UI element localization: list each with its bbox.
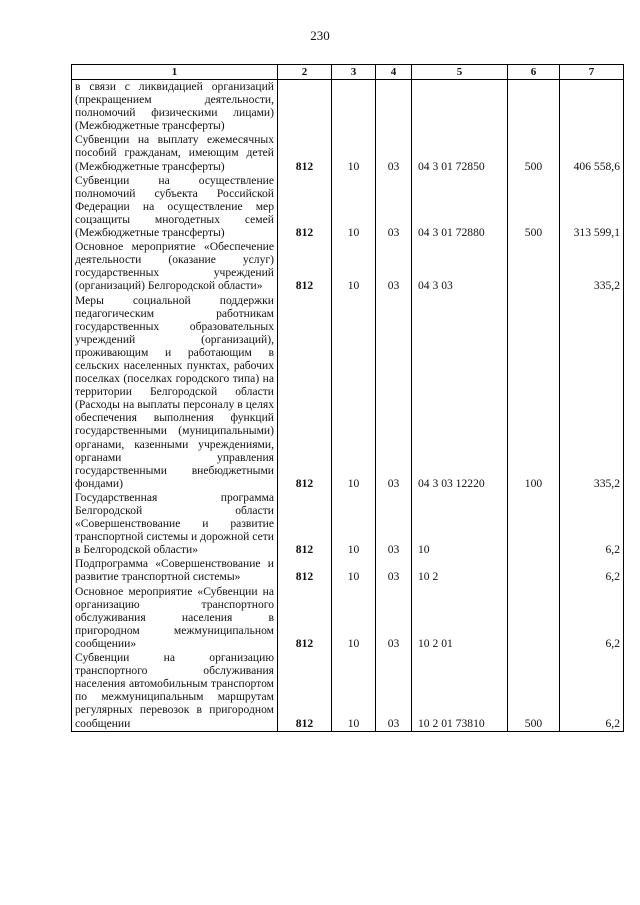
row-amount: 6,2 <box>560 651 624 731</box>
row-expense-type <box>508 80 560 134</box>
header-col-4: 4 <box>376 65 412 80</box>
table-row <box>72 491 624 557</box>
row-target-code: 04 3 01 72880 <box>412 174 508 240</box>
row-expense-type <box>508 491 560 557</box>
row-expense-type: 500 <box>508 651 560 731</box>
budget-table <box>71 64 624 732</box>
row-subsection: 03 <box>376 174 412 240</box>
header-col-6: 6 <box>508 65 560 80</box>
row-grbs <box>278 80 332 134</box>
row-grbs: 812 <box>278 651 332 731</box>
row-description: Меры социальной поддержки педагогическим работникам государственных образовательных учреждений (организаций), проживающим и работающим в сельских населенных пунктах, рабочих поселках (поселках городского типа) на территории Белгородской области (Расходы на выплаты персоналу в целях обеспечения выполнения функций государственными (муниципальными) органами, казенными учреждениями, органами управления государственными внебюджетными фондами) <box>72 294 278 491</box>
row-grbs: 812 <box>278 585 332 651</box>
row-subsection: 03 <box>376 557 412 584</box>
row-subsection: 03 <box>376 491 412 557</box>
row-amount: 335,2 <box>560 294 624 491</box>
header-col-5: 5 <box>412 65 508 80</box>
row-description: Основное мероприятие «Обеспечение деятельности (оказание услуг) государственных учреждений (организаций) Белгородской области» <box>72 240 278 293</box>
row-target-code: 04 3 01 72850 <box>412 133 508 173</box>
row-description: Субвенции на организацию транспортного обслуживания населения автомобильным транспортом по межмуниципальным маршрутам регулярных перевозок в пригородном сообщении <box>72 651 278 731</box>
row-subsection: 03 <box>376 585 412 651</box>
table-row <box>72 585 624 651</box>
header-col-7: 7 <box>560 65 624 80</box>
row-expense-type: 500 <box>508 133 560 173</box>
row-section: 10 <box>332 585 376 651</box>
row-description: Подпрограмма «Совершенствование и развитие транспортной системы» <box>72 557 278 584</box>
row-description: Основное мероприятие «Субвенции на организацию транспортного обслуживания населения в пригородном межмуниципальном сообщении» <box>72 585 278 651</box>
row-section: 10 <box>332 133 376 173</box>
row-subsection: 03 <box>376 294 412 491</box>
row-target-code: 04 3 03 <box>412 240 508 293</box>
row-target-code: 04 3 03 12220 <box>412 294 508 491</box>
row-subsection: 03 <box>376 651 412 731</box>
row-amount: 313 599,1 <box>560 174 624 240</box>
header-col-1: 1 <box>72 65 278 80</box>
row-expense-type <box>508 557 560 584</box>
table-row <box>72 651 624 731</box>
row-expense-type <box>508 240 560 293</box>
table-row <box>72 240 624 293</box>
header-col-3: 3 <box>332 65 376 80</box>
row-grbs: 812 <box>278 294 332 491</box>
row-amount: 6,2 <box>560 557 624 584</box>
row-amount: 406 558,6 <box>560 133 624 173</box>
row-target-code <box>412 80 508 134</box>
row-grbs: 812 <box>278 240 332 293</box>
row-grbs: 812 <box>278 133 332 173</box>
row-section <box>332 80 376 134</box>
row-target-code: 10 2 01 73810 <box>412 651 508 731</box>
row-target-code: 10 2 <box>412 557 508 584</box>
table-row <box>72 133 624 173</box>
row-description: в связи с ликвидацией организаций (прекращением деятельности, полномочий физическими лицами) (Межбюджетные трансферты) <box>72 80 278 134</box>
row-description: Субвенции на осуществление полномочий субъекта Российской Федерации на осуществление мер соцзащиты многодетных семей (Межбюджетные трансферты) <box>72 174 278 240</box>
row-subsection: 03 <box>376 240 412 293</box>
row-target-code: 10 2 01 <box>412 585 508 651</box>
row-section: 10 <box>332 557 376 584</box>
row-expense-type <box>508 585 560 651</box>
row-amount: 335,2 <box>560 240 624 293</box>
row-description: Государственная программа Белгородской области «Совершенствование и развитие транспортной системы и дорожной сети в Белгородской области» <box>72 491 278 557</box>
table-row <box>72 557 624 584</box>
row-section: 10 <box>332 174 376 240</box>
row-grbs: 812 <box>278 557 332 584</box>
header-row <box>72 65 624 80</box>
row-expense-type: 100 <box>508 294 560 491</box>
row-grbs: 812 <box>278 491 332 557</box>
row-subsection: 03 <box>376 133 412 173</box>
row-section: 10 <box>332 491 376 557</box>
row-section: 10 <box>332 651 376 731</box>
row-amount: 6,2 <box>560 585 624 651</box>
row-amount <box>560 80 624 134</box>
page-number: 230 <box>310 28 330 43</box>
row-target-code: 10 <box>412 491 508 557</box>
table-row <box>72 80 624 134</box>
row-subsection <box>376 80 412 134</box>
table-header <box>72 65 624 80</box>
row-amount: 6,2 <box>560 491 624 557</box>
row-section: 10 <box>332 240 376 293</box>
header-col-2: 2 <box>278 65 332 80</box>
table-row <box>72 294 624 491</box>
table-row <box>72 174 624 240</box>
row-description: Субвенции на выплату ежемесячных пособий гражданам, имеющим детей (Межбюджетные трансферты) <box>72 133 278 173</box>
row-section: 10 <box>332 294 376 491</box>
row-expense-type: 500 <box>508 174 560 240</box>
row-grbs: 812 <box>278 174 332 240</box>
